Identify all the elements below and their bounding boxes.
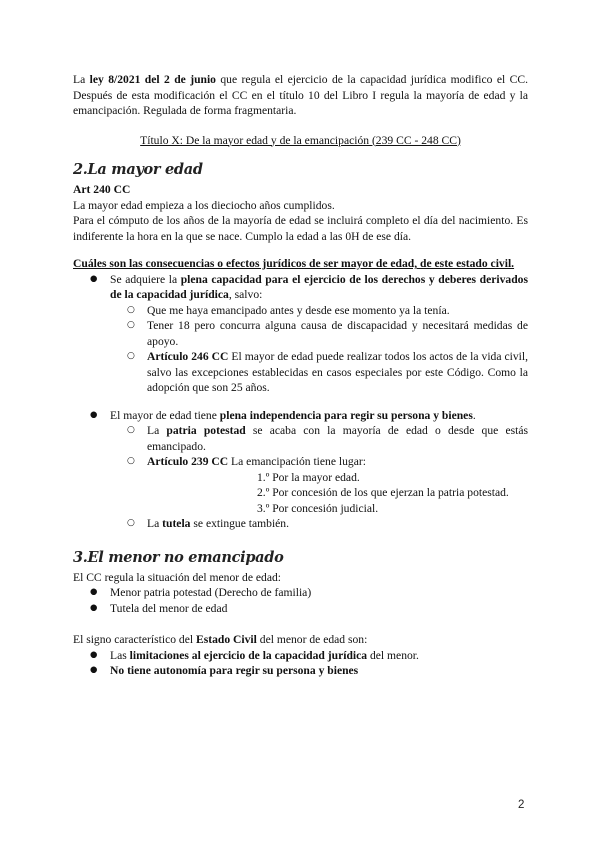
bullet-text: Las	[110, 648, 130, 662]
list-item: 1.º Por la mayor edad.	[257, 470, 360, 484]
list-item	[73, 648, 528, 664]
civil-status-list	[73, 648, 528, 679]
list-item: 2.º Por concesión de los que ejerzan la patria potestad.	[257, 486, 509, 499]
sub-list	[110, 303, 528, 396]
age-computation-paragraph: Para el cómputo de los años de la mayoría de edad se incluirá completo el día del nacimiento. Es indiferente la hora en la que se nace. Cumplo la edad a las 0H de ese día.	[73, 214, 528, 243]
bullet-text-end: , salvo:	[228, 288, 263, 301]
sign-text-end: del menor de edad son:	[256, 633, 368, 646]
section-2-heading: 2.La mayor edad	[73, 161, 203, 178]
article-239-text: La emancipación tiene lugar:	[228, 455, 366, 468]
minor-regulation-line: El CC regula la situación del menor de edad:	[73, 570, 281, 584]
section-3-heading: 3.El menor no emancipado	[73, 548, 284, 566]
sub-text: La	[147, 517, 163, 530]
list-item	[110, 454, 528, 516]
intro-text-rest: que regula el ejercicio de la capacidad jurídica modifico el CC. Después de esta modificación el CC en el título 10 del Libro I regula la mayoría de edad y la emancipación. Regulada de forma fragmentaria.	[73, 73, 528, 117]
sub-bold: patria potestad	[166, 424, 246, 437]
list-item	[110, 423, 528, 454]
list-item	[73, 272, 528, 396]
consequences-question: Cuáles son las consecuencias o efectos jurídicos de ser mayor de edad, de este estado civil.	[73, 257, 515, 270]
article-246-label: Artículo 246 CC	[147, 350, 229, 363]
sub-bold: tutela	[162, 517, 191, 530]
sub-text: La	[147, 424, 167, 437]
article-239-label: Artículo 239 CC	[147, 455, 229, 468]
bullet-bold: plena independencia para regir su persona y bienes	[219, 408, 473, 422]
list-item: 3.º Por concesión judicial.	[257, 501, 379, 515]
majority-age-line: La mayor edad empieza a los dieciocho años cumplidos.	[73, 198, 335, 212]
article-240-label: Art 240 CC	[73, 183, 131, 196]
list-item: ● Tutela del menor de edad	[73, 601, 528, 617]
intro-law-reference: ley 8/2021 del 2 de junio	[89, 73, 216, 86]
sub-list	[110, 423, 528, 532]
list-item	[110, 516, 528, 532]
list-item	[73, 663, 528, 679]
sign-text: El signo característico del	[73, 633, 196, 646]
sub-text-end: se acaba con la mayoría de edad o desde que estás emancipado.	[147, 424, 528, 453]
emancipation-list	[147, 470, 528, 517]
sign-bold: Estado Civil	[195, 633, 257, 646]
sub-text-end: se extingue también.	[190, 517, 290, 530]
bullet-bold: plena capacidad para el ejercicio de los derechos y deberes derivados de la capacidad jurídica	[110, 272, 528, 301]
bullet-text: Se adquiere la	[110, 272, 181, 286]
consequences-list	[73, 272, 528, 396]
civil-status-line	[73, 632, 528, 648]
list-item: ○ Tener 18 pero concurra alguna causa de discapacidad y necesitará medidas de apoyo.	[110, 318, 528, 349]
document-page	[73, 72, 528, 679]
list-item	[73, 408, 528, 532]
bullet-text-end: del menor.	[367, 648, 419, 662]
list-item: ● Menor patria potestad (Derecho de familia)	[73, 585, 528, 601]
minor-list	[73, 585, 528, 616]
bullet-text-end: .	[472, 408, 476, 422]
list-item: ○ Que me haya emancipado antes y desde ese momento ya la tenía.	[110, 303, 528, 319]
bullet-bold: No tiene autonomía para regir su persona y bienes	[110, 664, 359, 677]
bullet-bold: limitaciones al ejercicio de la capacidad jurídica	[129, 648, 368, 662]
title-x-heading: Título X: De la mayor edad y de la emancipación (239 CC - 248 CC)	[140, 133, 461, 147]
article-246-text: El mayor de edad puede realizar todos los actos de la vida civil, salvo las excepciones establecidas en casos especiales por este Código. Como la adopción que son 25 años.	[147, 350, 529, 394]
list-item	[110, 349, 528, 396]
intro-text: La	[73, 73, 90, 86]
independence-list	[73, 408, 528, 532]
bullet-text: El mayor de edad tiene	[110, 408, 220, 422]
page-number: 2	[518, 799, 525, 811]
intro-paragraph	[73, 72, 528, 119]
